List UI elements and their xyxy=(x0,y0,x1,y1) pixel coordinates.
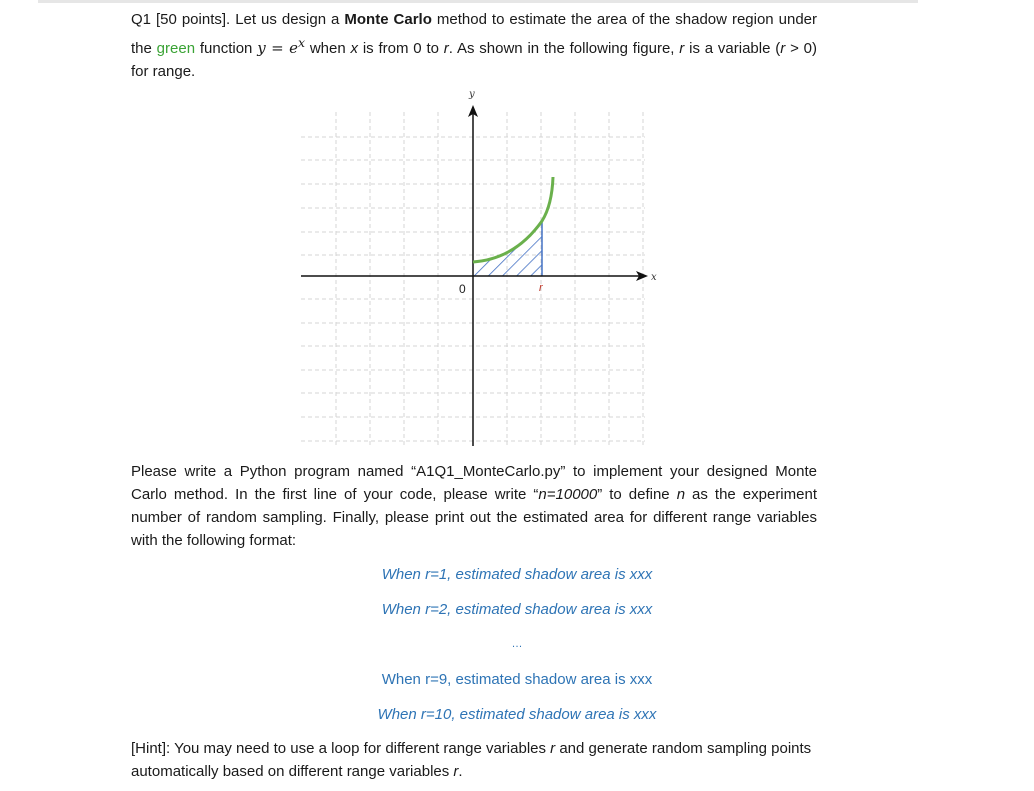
variable-r: r xyxy=(443,40,449,57)
output-ellipsis: … xyxy=(511,638,523,650)
function-exponent: x xyxy=(297,35,306,50)
question-text: function xyxy=(195,40,258,57)
method-name: Monte Carlo xyxy=(344,11,432,28)
output-line-r9: When r=9, estimated shadow area is xxx xyxy=(381,671,653,688)
green-word: green xyxy=(156,40,196,57)
n-definition: n=10000 xyxy=(538,486,598,503)
y-axis-label: y xyxy=(469,89,475,100)
hint-paragraph xyxy=(131,737,831,783)
instructions-text: ” to define xyxy=(597,486,677,503)
question-text: > 0) for range. xyxy=(131,40,817,80)
variable-x: x xyxy=(350,40,359,57)
origin-label: 0 xyxy=(459,282,466,296)
instructions-text: Please write a Python program named “A1Q1_MonteCarlo.py” to implement your designed Monte Carlo method. In the first line of your code, please write “ xyxy=(131,463,817,503)
output-line-r2: When r=2, estimated shadow area is xxx xyxy=(381,601,653,618)
x-axis-label: x xyxy=(651,272,657,283)
variable-r: r xyxy=(453,763,459,780)
variable-r: r xyxy=(780,40,786,57)
question-text: is from 0 to xyxy=(358,40,444,57)
r-label: r xyxy=(539,282,543,294)
question-text: is a variable ( xyxy=(684,40,781,57)
instructions-paragraph xyxy=(131,460,817,552)
function-base: y = e xyxy=(257,39,298,57)
output-line-r10: When r=10, estimated shadow area is xxx xyxy=(377,706,657,723)
hint-text: [Hint]: You may need to use a loop for different range variables xyxy=(131,740,551,757)
question-text: when xyxy=(305,40,351,57)
question-text: . As shown in the following figure, xyxy=(448,40,680,57)
variable-r: r xyxy=(550,740,556,757)
question-text: method to estimate the area of the shadow region under the xyxy=(131,11,818,57)
hint-text: . xyxy=(458,763,463,780)
hint-text: and generate random sampling points automatically based on different range variables xyxy=(131,740,812,780)
variable-r: r xyxy=(679,40,685,57)
instructions-text: as the experiment number of random sampling. Finally, please print out the estimated area for different range variables with the following format: xyxy=(131,486,817,549)
variable-n: n xyxy=(676,486,686,503)
output-line-r1: When r=1, estimated shadow area is xxx xyxy=(381,566,653,583)
question-label: Q1 [50 points]. Let us design a xyxy=(131,11,345,28)
